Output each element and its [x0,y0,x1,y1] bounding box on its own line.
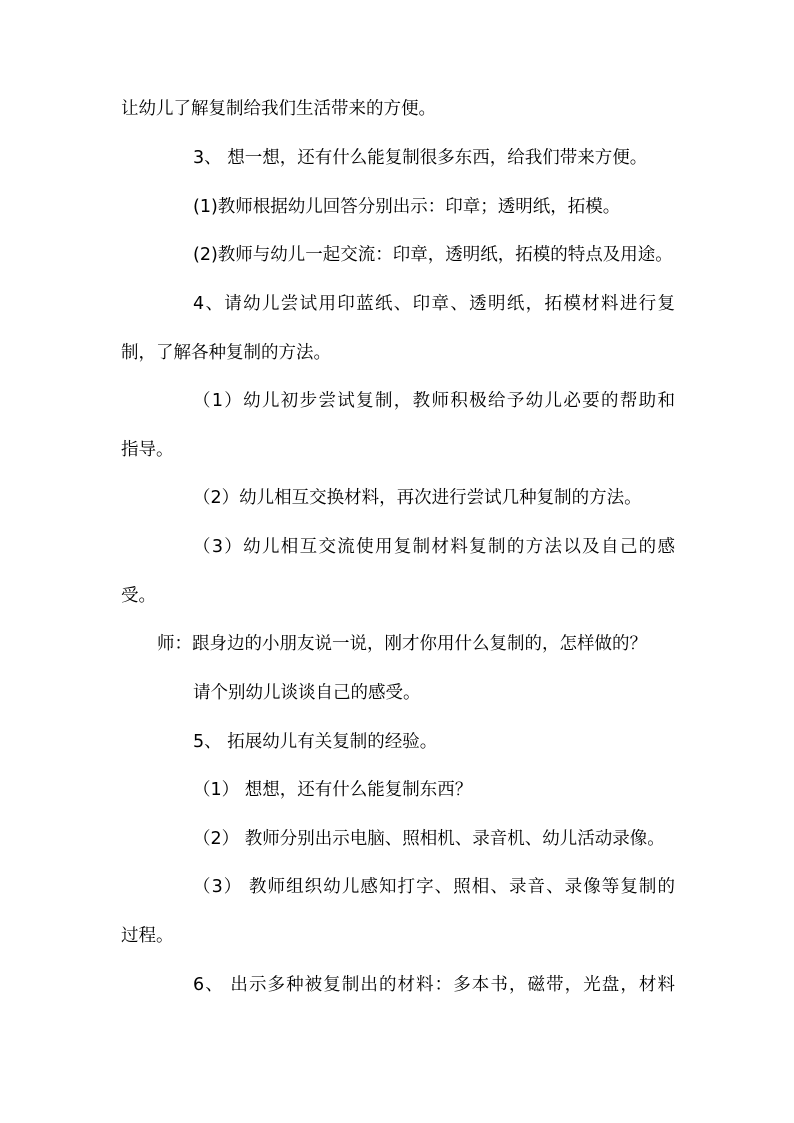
text-line-16: （2） 教师分别出示电脑、照相机、录音机、幼儿活动录像。 [193,829,665,849]
text-line-14: 5、 拓展幼儿有关复制的经验。 [193,732,438,752]
text-line-18: 过程。 [121,926,174,946]
text-line-9: （2）幼儿相互交换材料，再次进行尝试几种复制的方法。 [193,488,642,508]
text-line-10: （3）幼儿相互交流使用复制材料复制的方法以及自己的感 [193,537,675,557]
text-line-19: 6、 出示多种被复制出的材料：多本书，磁带，光盘，材料 [193,975,675,995]
text-line-1: 让幼儿了解复制给我们生活带来的方便。 [121,99,436,119]
text-line-2: 3、 想一想，还有什么能复制很多东西，给我们带来方便。 [193,148,648,168]
text-line-8: 指导。 [121,440,174,460]
text-line-11: 受。 [121,586,156,606]
text-line-12: 师：跟身边的小朋友说一说，刚才你用什么复制的，怎样做的？ [157,634,647,654]
text-line-17: （3） 教师组织幼儿感知打字、照相、录音、录像等复制的 [193,877,675,897]
text-line-3: (1)教师根据幼儿回答分别出示：印章；透明纸，拓模。 [193,197,621,217]
text-line-6: 制，了解各种复制的方法。 [121,343,331,363]
text-line-13: 请个别幼儿谈谈自己的感受。 [193,683,421,703]
text-line-5: 4、请幼儿尝试用印蓝纸、印章、透明纸，拓模材料进行复 [193,294,675,314]
text-line-15: （1） 想想，还有什么能复制东西？ [193,780,473,800]
text-line-4: (2)教师与幼儿一起交流：印章，透明纸，拓模的特点及用途。 [193,245,673,265]
text-line-7: （1）幼儿初步尝试复制，教师积极给予幼儿必要的帮助和 [193,391,675,411]
